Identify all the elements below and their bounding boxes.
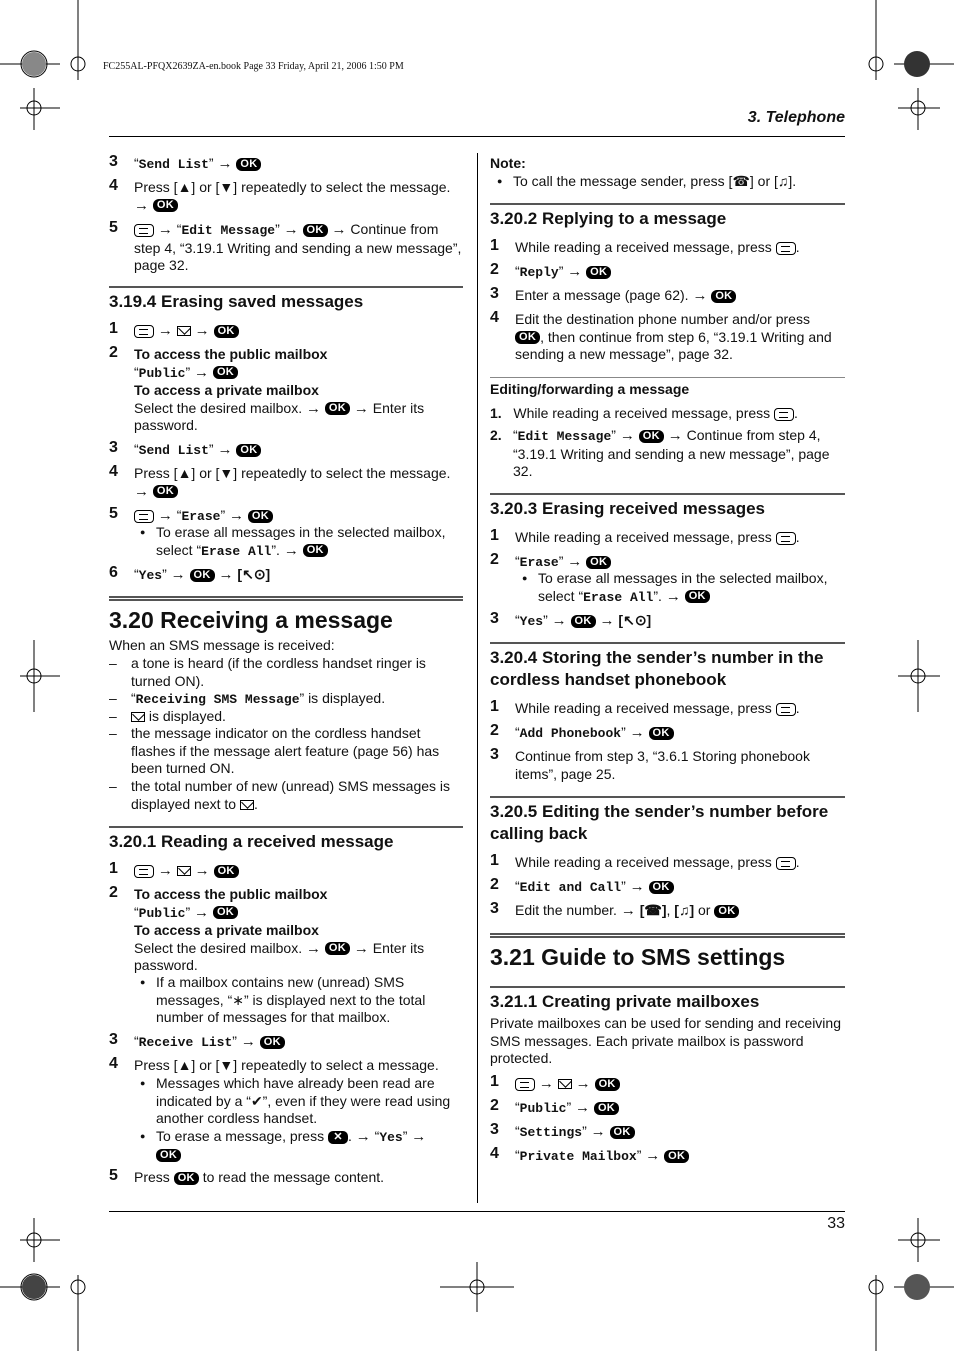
list-text: the total number of new (unread) SMS messages is displayed next to bbox=[131, 778, 451, 812]
section-rule bbox=[490, 986, 845, 988]
section-rule bbox=[490, 642, 845, 644]
step-text: to read the message content. bbox=[202, 1169, 385, 1185]
step-text: While reading a received message, press bbox=[515, 700, 772, 716]
file-info: FC255AL-PFQX2639ZA-en.book Page 33 Friday, April 21, 2006 1:50 PM bbox=[103, 61, 404, 72]
speaker-key-icon: [♫] bbox=[674, 902, 695, 918]
envelope-icon bbox=[177, 326, 191, 336]
menu-icon bbox=[134, 224, 154, 237]
menu-icon bbox=[776, 532, 796, 545]
ok-key: OK bbox=[711, 290, 736, 303]
ok-key: OK bbox=[685, 590, 710, 603]
menu-icon bbox=[774, 408, 794, 421]
step-number: 3 bbox=[109, 153, 118, 170]
section-rule bbox=[490, 203, 845, 205]
step-number: 1 bbox=[490, 527, 499, 544]
ok-key: OK bbox=[190, 569, 215, 582]
menu-key: Erase bbox=[519, 555, 559, 570]
step-text: Press [▲] or [▼] repeatedly to select the message. bbox=[134, 179, 451, 195]
menu-key: Yes bbox=[138, 568, 163, 583]
step-number: 3 bbox=[490, 610, 499, 627]
menu-key: Public bbox=[138, 365, 186, 381]
ok-key: OK bbox=[214, 865, 239, 878]
step-number: 2 bbox=[490, 1097, 499, 1114]
ok-key: OK bbox=[303, 544, 328, 557]
step-number: 1 bbox=[490, 1073, 499, 1090]
list-item: – the total number of new (unread) SMS messages is displayed next to . bbox=[131, 778, 461, 813]
list-text: is displayed. bbox=[148, 708, 226, 724]
step-number: 1 bbox=[490, 852, 499, 869]
bullet: ● To erase all messages in the selected mailbox, select “Erase All”. → OK bbox=[538, 570, 843, 606]
note-heading: Note: bbox=[490, 155, 526, 171]
subheading: To access a private mailbox bbox=[134, 922, 319, 938]
step-text: While reading a received message, press bbox=[515, 854, 772, 870]
bullet-text: To erase all messages in the selected mailbox, select bbox=[156, 524, 446, 558]
section-heading: 3.20.1 Reading a received message bbox=[109, 832, 394, 851]
subheading: To access a private mailbox bbox=[134, 382, 319, 398]
step-number: 5 bbox=[109, 505, 118, 522]
menu-key: Send List bbox=[138, 157, 209, 172]
menu-key: Erase All bbox=[583, 589, 654, 605]
ok-key: OK bbox=[213, 366, 238, 379]
bullet: ● To erase all messages in the selected mailbox, select “Erase All”. → OK bbox=[156, 524, 461, 560]
section-heading: 3.21.1 Creating private mailboxes bbox=[490, 992, 760, 1011]
section-heading: 3.20.5 Editing the sender’s number before calling back bbox=[490, 802, 829, 843]
menu-key: Edit Message bbox=[517, 429, 612, 444]
menu-key: Receive List bbox=[138, 1035, 233, 1050]
section-rule bbox=[490, 933, 845, 938]
step-text: Edit the number. bbox=[515, 902, 617, 918]
ok-key: OK bbox=[248, 510, 273, 523]
step-number: 2 bbox=[490, 551, 499, 568]
step-text: Press [▲] or [▼] repeatedly to select a message. bbox=[134, 1057, 439, 1073]
step-text: Continue from step 3, “3.6.1 Storing phonebook items”, page 25. bbox=[515, 748, 810, 782]
envelope-icon bbox=[177, 866, 191, 876]
menu-key: Private Mailbox bbox=[519, 1149, 637, 1164]
ok-key: OK bbox=[664, 1150, 689, 1163]
step-number: 2 bbox=[490, 876, 499, 893]
ok-key: OK bbox=[571, 615, 596, 628]
envelope-icon bbox=[240, 800, 254, 810]
item-number: 1. bbox=[490, 405, 502, 421]
list-item: – a tone is heard (if the cordless handset ringer is turned ON). bbox=[131, 655, 461, 690]
list-text: is displayed. bbox=[308, 690, 386, 706]
item-number: 2. bbox=[490, 427, 502, 443]
step-text: , then continue from step 6, “3.19.1 Writing and sending a new message”, page 32. bbox=[515, 328, 832, 362]
ok-key: OK bbox=[260, 1036, 285, 1049]
menu-icon bbox=[515, 1078, 535, 1091]
numbered-item: 2. “Edit Message” → OK → Continue from step 4, “3.19.1 Writing and sending a new message”, page 32. bbox=[490, 427, 830, 479]
section-rule bbox=[109, 826, 463, 828]
intro-text: Private mailboxes can be used for sending and receiving SMS messages. Each private mailbox is password protected. bbox=[490, 1015, 841, 1066]
list-item: – “Receiving SMS Message” is displayed. bbox=[131, 690, 461, 709]
step-text: Continue from step 4, “3.19.1 Writing and sending a new message”, page 32. bbox=[134, 221, 462, 273]
menu-icon bbox=[134, 510, 154, 523]
ok-key: OK bbox=[303, 224, 328, 237]
header-rule bbox=[109, 136, 845, 137]
envelope-icon bbox=[558, 1079, 572, 1089]
bullet-text: To erase a message, press bbox=[156, 1128, 325, 1144]
ok-key: OK bbox=[213, 906, 238, 919]
section-heading: 3.19.4 Erasing saved messages bbox=[109, 292, 364, 311]
bullet: ● Messages which have already been read are indicated by a “✔”, even if they were read using another cordless handset. bbox=[156, 1075, 461, 1128]
step-number: 3 bbox=[490, 1121, 499, 1138]
subheading: To access the public mailbox bbox=[134, 346, 328, 362]
step-number: 2 bbox=[109, 344, 118, 361]
section-heading: 3.20.2 Replying to a message bbox=[490, 209, 727, 228]
item-text: Continue from step 4, “3.19.1 Writing and sending a new message”, page 32. bbox=[513, 427, 830, 479]
envelope-icon bbox=[131, 712, 145, 722]
step-number: 3 bbox=[490, 285, 499, 302]
ok-key: OK bbox=[610, 1126, 635, 1139]
step-text: Edit the destination phone number and/or press bbox=[515, 311, 810, 327]
step-number: 1 bbox=[490, 698, 499, 715]
menu-key: Public bbox=[519, 1101, 567, 1116]
step-number: 2 bbox=[490, 261, 499, 278]
ok-key: OK bbox=[515, 331, 540, 344]
menu-key: Receiving SMS Message bbox=[135, 692, 300, 707]
step-number: 4 bbox=[109, 463, 118, 480]
section-heading: 3.20 Receiving a message bbox=[109, 607, 393, 633]
note-text: ● To call the message sender, press [☎] or [♫]. bbox=[513, 173, 843, 191]
step-number: 5 bbox=[109, 219, 118, 236]
step-number: 3 bbox=[490, 900, 499, 917]
ok-key: OK bbox=[595, 1078, 620, 1091]
menu-key: Erase bbox=[181, 509, 221, 524]
step-number: 3 bbox=[490, 746, 499, 763]
ok-key: OK bbox=[214, 325, 239, 338]
step-number: 2 bbox=[109, 884, 118, 901]
clear-key-icon: ✕ bbox=[328, 1131, 348, 1144]
step-number: 4 bbox=[490, 1145, 499, 1162]
menu-icon bbox=[134, 865, 154, 878]
step-number: 4 bbox=[490, 309, 499, 326]
ok-key: OK bbox=[153, 199, 178, 212]
step-number: 6 bbox=[109, 564, 118, 581]
step-text: Enter its password. bbox=[134, 939, 425, 973]
section-rule bbox=[490, 796, 845, 798]
subheading: To access the public mailbox bbox=[134, 886, 328, 902]
ok-key: OK bbox=[586, 556, 611, 569]
section-rule bbox=[109, 286, 463, 288]
list-item: – the message indicator on the cordless handset flashes if the message alert feature (page 56) has been turned ON. bbox=[131, 725, 461, 778]
intro-text: When an SMS message is received: bbox=[109, 637, 335, 653]
ok-key: OK bbox=[236, 158, 261, 171]
menu-key: Erase All bbox=[201, 543, 272, 559]
ok-key: OK bbox=[639, 430, 664, 443]
subsection-heading: Editing/forwarding a message bbox=[490, 381, 690, 397]
step-number: 1 bbox=[490, 237, 499, 254]
menu-key: Edit and Call bbox=[519, 880, 622, 895]
ok-key: OK bbox=[153, 485, 178, 498]
step-number: 3 bbox=[109, 1031, 118, 1048]
step-number: 4 bbox=[109, 1055, 118, 1072]
step-text: Enter a message (page 62). bbox=[515, 287, 689, 303]
menu-key: Send List bbox=[138, 443, 209, 458]
column-divider bbox=[477, 153, 478, 1203]
ok-key: OK bbox=[649, 727, 674, 740]
ok-key: OK bbox=[156, 1149, 181, 1162]
ok-key: OK bbox=[236, 444, 261, 457]
menu-icon bbox=[134, 325, 154, 338]
list-item bbox=[131, 708, 461, 726]
section-rule bbox=[109, 596, 463, 601]
off-key-icon: [↖⊙] bbox=[237, 566, 271, 582]
menu-key: Edit Message bbox=[181, 223, 276, 238]
step-number: 1 bbox=[109, 860, 118, 877]
ok-key: OK bbox=[586, 266, 611, 279]
menu-key: Add Phonebook bbox=[519, 726, 622, 741]
step-text: Select the desired mailbox. bbox=[134, 399, 303, 416]
off-key-icon: [↖⊙] bbox=[618, 612, 652, 628]
menu-icon bbox=[776, 242, 796, 255]
menu-key: Yes bbox=[379, 1130, 403, 1145]
step-number: 1 bbox=[109, 320, 118, 337]
ok-key: OK bbox=[714, 905, 739, 918]
page-number: 33 bbox=[827, 1215, 845, 1232]
step-text: While reading a received message, press bbox=[515, 529, 772, 545]
section-rule bbox=[490, 377, 845, 378]
menu-key: Settings bbox=[519, 1125, 583, 1140]
menu-icon bbox=[776, 857, 796, 870]
item-text: While reading a received message, press bbox=[513, 405, 771, 421]
menu-key: Yes bbox=[519, 614, 544, 629]
step-number: 5 bbox=[109, 1167, 118, 1184]
talk-key-icon: [☎] bbox=[639, 902, 667, 918]
numbered-item: 1. While reading a received message, press . bbox=[490, 405, 798, 421]
ok-key: OK bbox=[325, 402, 350, 415]
bullet-text: To erase all messages in the selected mailbox, select bbox=[538, 570, 828, 604]
ok-key: OK bbox=[649, 881, 674, 894]
bullet: ● To erase a message, press ✕ . → “Yes” → OK bbox=[156, 1128, 461, 1164]
ok-key: OK bbox=[594, 1102, 619, 1115]
step-text: While reading a received message, press bbox=[515, 239, 772, 255]
step-text: Press [▲] or [▼] repeatedly to select the message. bbox=[134, 465, 451, 481]
section-heading: 3.20.4 Storing the sender’s number in the cordless handset phonebook bbox=[490, 648, 824, 689]
step-text: Press bbox=[134, 1169, 170, 1185]
step-number: 4 bbox=[109, 177, 118, 194]
section-title: 3. Telephone bbox=[747, 109, 845, 126]
section-rule bbox=[490, 493, 845, 495]
ok-key: OK bbox=[325, 942, 350, 955]
footer-rule bbox=[109, 1211, 845, 1212]
step-text: Enter its password. bbox=[134, 399, 425, 433]
ok-key: OK bbox=[174, 1172, 199, 1185]
bullet: ● If a mailbox contains new (unread) SMS messages, “∗” is displayed next to the total number of messages for that mailbox. bbox=[156, 974, 461, 1027]
step-text: Select the desired mailbox. bbox=[134, 939, 303, 956]
menu-key: Reply bbox=[519, 265, 559, 280]
step-number: 2 bbox=[490, 722, 499, 739]
menu-icon bbox=[776, 703, 796, 716]
section-heading: 3.21 Guide to SMS settings bbox=[490, 944, 786, 970]
step-number: 3 bbox=[109, 439, 118, 456]
menu-key: Public bbox=[138, 905, 186, 921]
section-heading: 3.20.3 Erasing received messages bbox=[490, 499, 766, 518]
